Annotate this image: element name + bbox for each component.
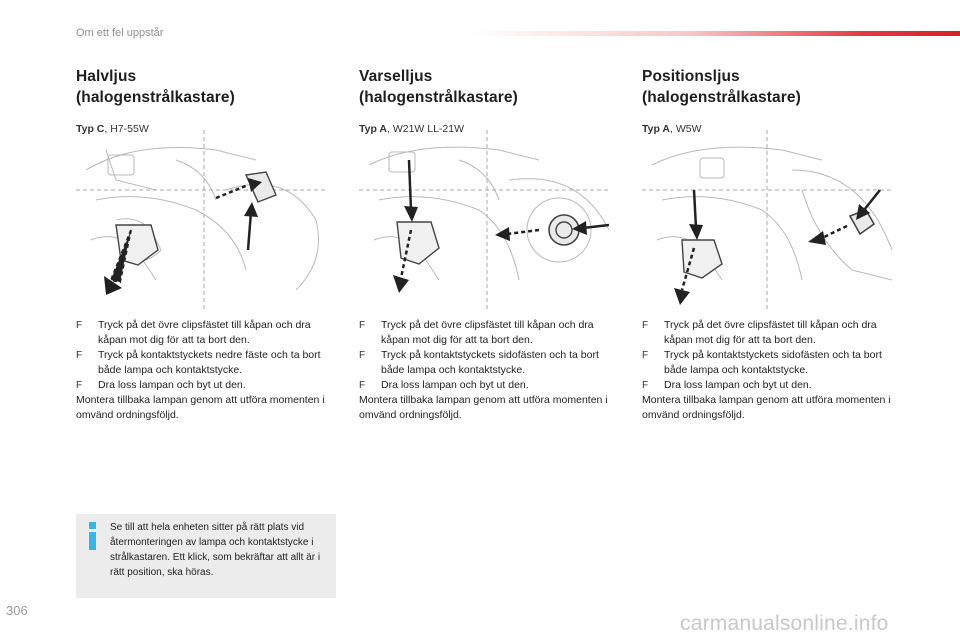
headlight-diagram (642, 130, 892, 310)
list-item: F Tryck på kontaktstyckets sidofästen och ta bort både lampa och kontaktstycke. (359, 349, 599, 376)
section-position-light (642, 66, 904, 421)
page-number: 306 (6, 603, 28, 618)
list-item: F Tryck på kontaktstyckets nedre fäste och ta bort både lampa och kontaktstycke. (76, 349, 321, 376)
headlight-illustration (642, 130, 892, 310)
bulb-type: Typ A, W21W LL-21W (359, 123, 465, 135)
header-accent-bar (470, 31, 960, 36)
list-item: F Dra loss lampan och byt ut den. (359, 379, 529, 391)
info-text: Se till att hela enheten sitter på rätt plats vid återmonteringen av lampa och kontaktstycke i strålkastaren. Ett klick, som bekräftar att allt är i rätt position, ska höras. (110, 522, 321, 578)
bulb-type: Typ C, H7-55W (76, 123, 149, 135)
headlight-diagram (359, 130, 609, 310)
section-daytime-running-light (359, 66, 621, 421)
note-text: Montera tillbaka lampan genom att utföra momenten i omvänd ordningsföljd. (76, 394, 325, 421)
list-item: F Dra loss lampan och byt ut den. (642, 379, 812, 391)
bulb-type: Typ A, W5W (642, 123, 702, 135)
headlight-illustration (76, 130, 326, 310)
list-item: F Dra loss lampan och byt ut den. (76, 379, 246, 391)
watermark: carmanualsonline.info (680, 612, 889, 635)
list-item: F Tryck på det övre clipsfästet till kåpan och dra kåpan mot dig för att ta bort den. (76, 319, 311, 346)
info-box (76, 514, 336, 598)
headlight-diagram (76, 130, 326, 310)
section-title: Varselljus (halogenstrålkastare) (359, 68, 518, 106)
section-title: Halvljus (halogenstrålkastare) (76, 68, 235, 106)
section-title: Positionsljus (halogenstrålkastare) (642, 68, 801, 106)
note-text: Montera tillbaka lampan genom att utföra momenten i omvänd ordningsföljd. (642, 394, 891, 421)
header-title: Om ett fel uppstår (76, 27, 164, 39)
section-low-beam (76, 66, 338, 421)
list-item: F Tryck på kontaktstyckets sidofästen och ta bort både lampa och kontaktstycke. (642, 349, 882, 376)
list-item: F Tryck på det övre clipsfästet till kåpan och dra kåpan mot dig för att ta bort den. (359, 319, 594, 346)
headlight-illustration (359, 130, 609, 310)
note-text: Montera tillbaka lampan genom att utföra momenten i omvänd ordningsföljd. (359, 394, 608, 421)
list-item: F Tryck på det övre clipsfästet till kåpan och dra kåpan mot dig för att ta bort den. (642, 319, 877, 346)
info-icon (86, 522, 100, 552)
